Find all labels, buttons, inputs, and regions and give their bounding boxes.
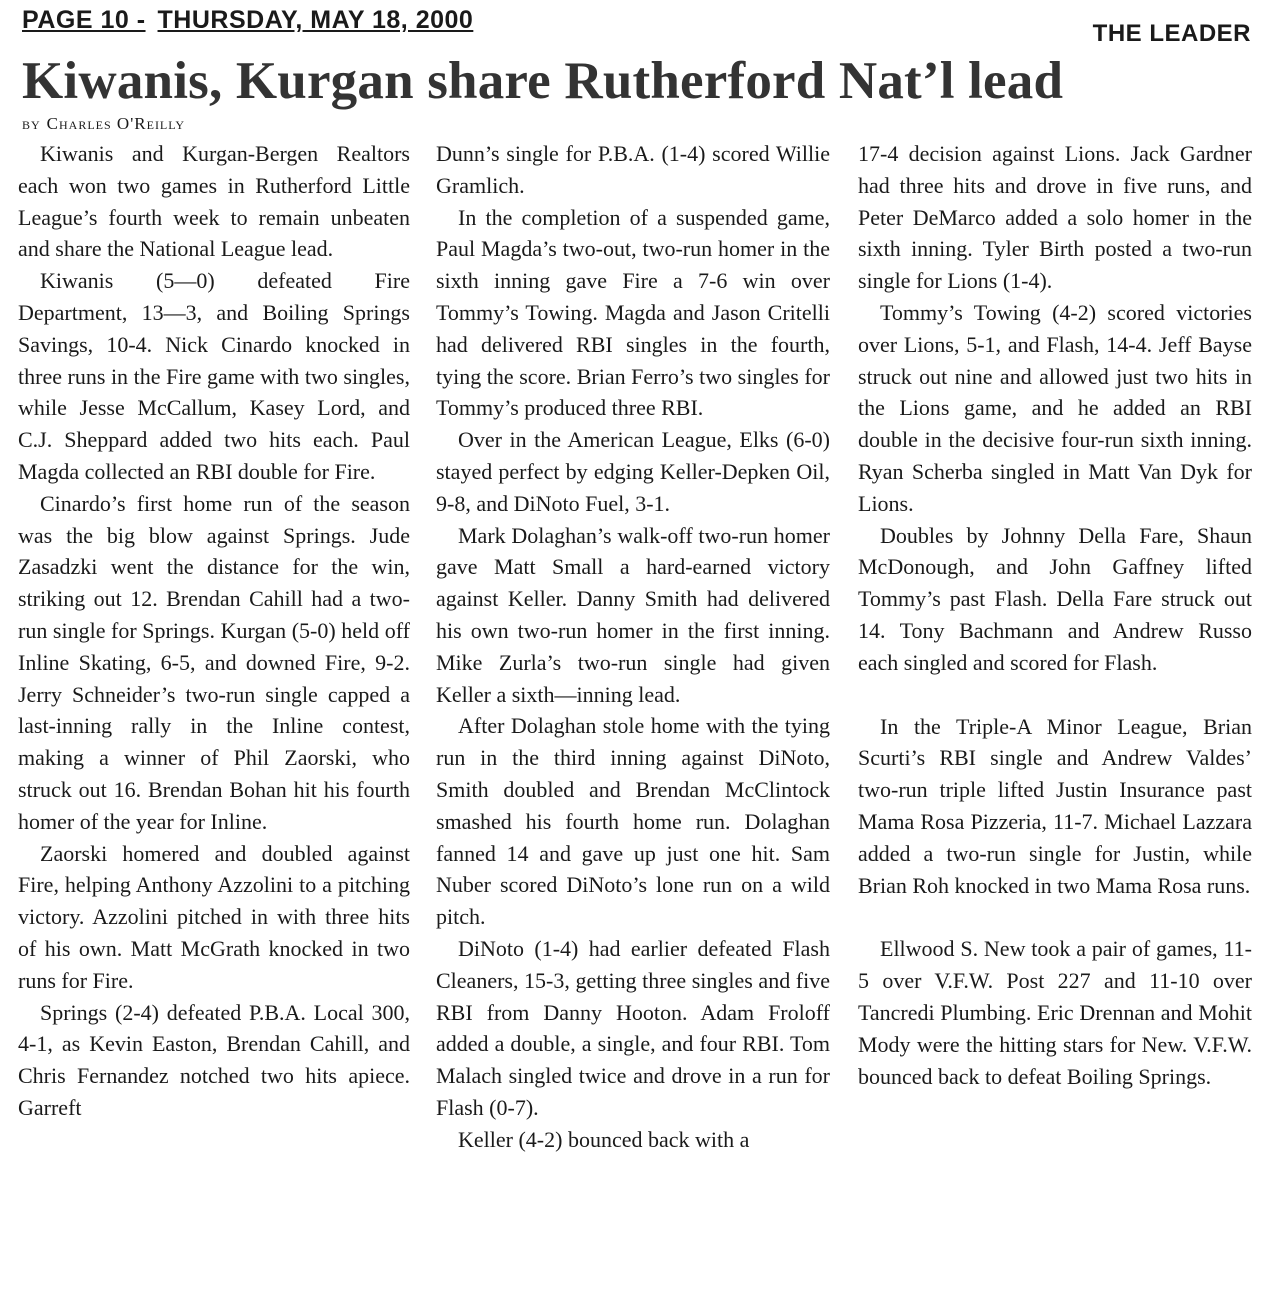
byline: [22, 114, 185, 134]
paragraph: Kiwanis and Kurgan-Bergen Realtors each won two games in Rutherford Little League’s fourth week to remain unbeaten and share the National League lead.: [18, 141, 410, 262]
page-folio: [22, 6, 473, 35]
paragraph: DiNoto (1-4) had earlier defeated Flash Cleaners, 15-3, getting three singles and five RBI from Danny Hooton. Adam Froloff added a double, a single, and four RBI. Tom Malach singled twice and drove in a run for Flash (0-7).: [436, 935, 830, 1120]
page-number: PAGE 10 -: [22, 6, 146, 34]
paragraph: Ellwood S. New took a pair of games, 11-5 over V.F.W. Post 227 and 11-10 over Tancredi Plumbing. Eric Drennan and Mohit Mody were the hitting stars for New. V.F.W. bounced back to defeat Boiling Springs.: [858, 936, 1252, 1089]
byline-author: Charles O'Reilly: [46, 114, 186, 133]
paragraph: In the completion of a suspended game, Paul Magda’s two-out, two-run homer in the sixth inning gave Fire a 7-6 win over Tommy’s Towing. Magda and Jason Critelli had delivered RBI singles in the fourth, tying the score. Brian Ferro’s two singles for Tommy’s produced three RBI.: [436, 204, 830, 421]
paragraph: After Dolaghan stole home with the tying run in the third inning against DiNoto, Smith doubled and Brendan McClintock smashed his fourth home run. Dolaghan fanned 14 and gave up just one hit. Sam Nuber scored DiNoto’s lone run on a wild pitch.: [436, 713, 830, 930]
article-column-3: [858, 138, 1252, 1288]
paragraph: In the Triple-A Minor League, Brian Scurti’s RBI single and Andrew Valdes’ two-run triple lifted Justin Insurance past Mama Rosa Pizzeria, 11-7. Michael Lazzara added a two-run single for Justin, while Brian Roh knocked in two Mama Rosa runs.: [858, 713, 1252, 898]
article-column-1: [18, 138, 410, 1288]
newspaper-name: THE LEADER: [1092, 20, 1251, 47]
paragraph: Dunn’s single for P.B.A. (1-4) scored Willie Gramlich.: [436, 141, 830, 198]
paragraph: Zaorski homered and doubled against Fire, helping Anthony Azzolini to a pitching victory. Azzolini pitched in with three hits of his own. Matt McGrath knocked in two runs for Fire.: [18, 840, 410, 993]
paragraph: Mark Dolaghan’s walk-off two-run homer gave Matt Small a hard-earned victory against Keller. Danny Smith had delivered his own two-run homer in the first inning. Mike Zurla’s two-run single had given Keller a sixth—inning lead.: [436, 522, 830, 707]
paragraph: Over in the American League, Elks (6-0) stayed perfect by edging Keller-Depken Oil, 9-8, and DiNoto Fuel, 3-1.: [436, 427, 830, 516]
paragraph: Keller (4-2) bounced back with a: [458, 1126, 750, 1152]
paragraph: Doubles by Johnny Della Fare, Shaun McDonough, and John Gaffney lifted Tommy’s past Flash. Della Fare struck out 14. Tony Bachmann and Andrew Russo each singled and scored for Flash.: [858, 522, 1252, 675]
issue-date: THURSDAY, MAY 18, 2000: [157, 6, 474, 34]
paragraph: Kiwanis (5—0) defeated Fire Department, 13—3, and Boiling Springs Savings, 10-4. Nick Cinardo knocked in three runs in the Fire game with two singles, while Jesse McCallum, Kasey Lord, and C.J. Sheppard added two hits each. Paul Magda collected an RBI double for Fire.: [18, 268, 410, 484]
paragraph: Tommy’s Towing (4-2) scored victories over Lions, 5-1, and Flash, 14-4. Jeff Bayse struck out nine and allowed just two hits in the Lions game, and he added an RBI double in the decisive four-run sixth inning. Ryan Scherba singled in Matt Van Dyk for Lions.: [858, 299, 1252, 516]
paragraph: Springs (2-4) defeated P.B.A. Local 300, 4-1, as Kevin Easton, Brendan Cahill, and Chris Fernandez notched two hits apiece. Garreft: [18, 999, 410, 1120]
paragraph: Cinardo’s first home run of the season was the big blow against Springs. Jude Zasadzki went the distance for the win, striking out 12. Brendan Cahill had a two-run single for Springs. Kurgan (5-0) held off Inline Skating, 6-5, and downed Fire, 9-2. Jerry Schneider’s two-run single capped a last-inning rally in the Inline contest, making a winner of Phil Zaorski, who struck out 16. Brendan Bohan hit his fourth homer of the year for Inline.: [18, 490, 410, 834]
paragraph: 17-4 decision against Lions. Jack Gardner had three hits and drove in five runs, and Peter DeMarco added a solo homer in the sixth inning. Tyler Birth posted a two-run single for Lions (1-4).: [858, 141, 1252, 294]
article-headline: Kiwanis, Kurgan share Rutherford Nat’l lead: [22, 52, 1064, 110]
article-column-2: [436, 138, 830, 1288]
byline-prefix: BY: [22, 118, 41, 132]
